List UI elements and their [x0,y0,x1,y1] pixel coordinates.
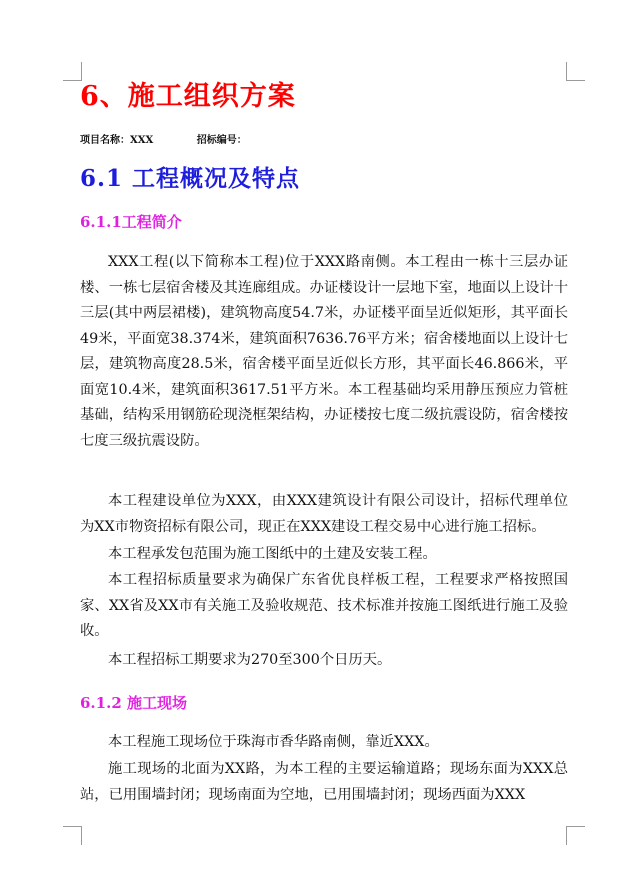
paragraph-overview: XXX工程(以下简称本工程)位于XXX路南侧。本工程由一栋十三层办证楼、一栋七层宿舍楼及其连廊组成。办证楼设计一层地下室，地面以上设计十三层(其中两层裙楼)，建筑物高度54.7米，办证楼平面呈近似矩形，其平面长49米，平面宽38.374米，建筑面积7636.76平方米；宿舍楼地面以上设计七层，建筑物高度28.5米，宿舍楼平面呈近似长方形，其平面长46.866米，平面宽10.4米，建筑面积3617.51平方米。本工程基础均采用静压预应力管桩基础，结构采用钢筋砼现浇框架结构，办证楼按七度二级抗震设防，宿舍楼按七度三级抗震设防。 [80,254,568,449]
project-meta [80,131,247,146]
chapter-title: 6、施工组织方案 [80,81,296,112]
paragraph-duration: 本工程招标工期要求为270至300个日历天。 [108,652,392,668]
paragraph-site-surroundings: 施工现场的北面为XX路，为本工程的主要运输道路；现场东面为XXX总站，已用围墙封闭；现场南面为空地，已用围墙封闭；现场西面为XXX [80,761,568,803]
subsection-heading-612: 6.1.2 施工现场 [80,694,187,712]
crop-mark-top-right [566,62,585,81]
subsection-heading-611: 6.1.1工程简介 [80,213,182,231]
crop-mark-bottom-left [63,826,82,845]
section-heading: 6.1 工程概况及特点 [80,165,301,192]
project-name: 项目名称：XXX [80,135,154,146]
paragraph-site-location: 本工程施工现场位于珠海市香华路南侧，靠近XXX。 [108,734,439,750]
paragraph-scope: 本工程承发包范围为施工图纸中的土建及安装工程。 [108,546,437,562]
crop-mark-bottom-right [566,826,585,845]
paragraph-builder: 本工程建设单位为XXX，由XXX建筑设计有限公司设计，招标代理单位为XX市物资招标有限公司，现正在XXX建设工程交易中心进行施工招标。 [80,493,568,535]
paragraph-quality: 本工程招标质量要求为确保广东省优良样板工程，工程要求严格按照国家、XX省及XX市有关施工及验收规范、技术标准并按施工图纸进行施工及验收。 [80,572,568,639]
bid-number: 招标编号： [196,135,247,146]
